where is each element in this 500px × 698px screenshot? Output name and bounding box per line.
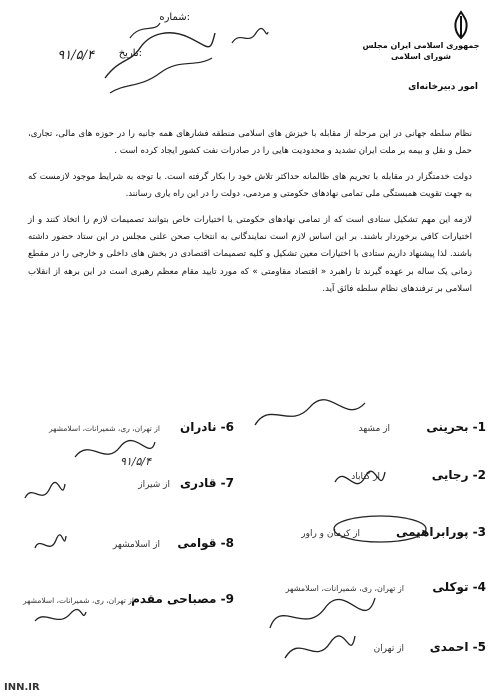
signatory-constituency: از تهران، ری، شمیرانات، اسلامشهر [285, 584, 404, 593]
signatory-constituency: از تهران، ری، شمیرانات، اسلامشهر [23, 596, 134, 605]
handwritten-referral-note [100, 18, 220, 98]
signature [330, 462, 390, 502]
handwritten-date: ۹۱/۵/۴ [120, 455, 152, 468]
signatory-constituency: از اسلامشهر [112, 540, 160, 550]
initials-scribble [230, 28, 270, 48]
signatory-constituency: از گناباد [351, 472, 380, 482]
signatory-constituency: از شیراز [138, 480, 170, 490]
signature [280, 628, 360, 668]
letter-body [28, 126, 472, 307]
signature [250, 395, 370, 435]
number-label: شماره: [159, 12, 190, 23]
signatory-name: 5- احمدی [429, 640, 486, 654]
date-label: تاریخ: [118, 48, 142, 59]
signatory-constituency: از کرمان و راور [301, 529, 360, 539]
signatory-name: 2- رجایی [431, 468, 486, 482]
signatory-constituency: از تهران، ری، شمیرانات، اسلامشهر [49, 424, 160, 433]
paragraph: نظام سلطه جهانی در این مرحله از مقابله با خیزش های اسلامی منطقه فشارهای همه جانبه را در حوزه های مالی، تجاری، حمل و نقل و بیمه بر ملت ایران تشدید و محدودیت هایی را در صادرات نفت کشور ایجاد کرده است . [28, 129, 472, 157]
signatory-constituency: از مشهد [358, 424, 390, 434]
signatory-name: 7- قادری [180, 476, 234, 490]
signatory-name: 4- توکلی [432, 580, 486, 594]
iran-emblem-icon [448, 10, 474, 40]
org-subtitle: امور دبیرخانه‌ای [408, 82, 478, 92]
org-name: جمهوری اسلامی ایران مجلس شورای اسلامی [362, 41, 480, 61]
signature [30, 530, 70, 560]
signatory-name: 3- پورابراهیمی [395, 525, 486, 539]
signature [30, 606, 90, 630]
source-logo: INN.IR [4, 682, 40, 693]
signatory-name: 1- بحرینی [426, 420, 486, 434]
paragraph: لازمه این مهم تشکیل ستادی است که از تمامی نهادهای حکومتی با اختیارات خاص بتوانند تصمیمات لازم را اتخاذ کنند و از اختیارات کافی برخوردار باشند. بر این اساس لازم است نمایندگانی به انتخاب صحن علنی مجلس در این ستاد حضور داشته باشند. لذا پیشنهاد داریم ستادی با اختیارات معین تشکیل و کلیه تصمیمات اقتصادی در بخش های داخلی و خارجی را در مقطع زمانی یک ساله بر عهده گیرند تا راهبرد « اقتصاد مقاومتی » که مورد تایید مقام معظم رهبری است در این برهه از انقلاب اسلامی بر ترفندهای نظام سلطه فائق آید. [28, 214, 472, 295]
signature [330, 512, 430, 546]
signatory-constituency: از تهران [373, 644, 404, 654]
signatory-name: 9- مصباحی مقدم [131, 592, 234, 606]
signatory-name: 6- نادران [180, 420, 234, 434]
paragraph: دولت خدمتگزار در مقابله با تحریم های ظالمانه حداکثر تلاش خود را بکار گرفته است. با توجه به شرایط موجود لازمست که به جهت تقویت همبستگی ملی تمامی نهادهای حکومتی و مردمی، دولت را در این راه یاری رسانند. [28, 171, 472, 200]
letterhead [356, 10, 486, 110]
signature [20, 478, 70, 508]
signatory-name: 8- قوامی [177, 536, 234, 550]
date-value: ۹۱/۵/۴ [57, 48, 94, 63]
